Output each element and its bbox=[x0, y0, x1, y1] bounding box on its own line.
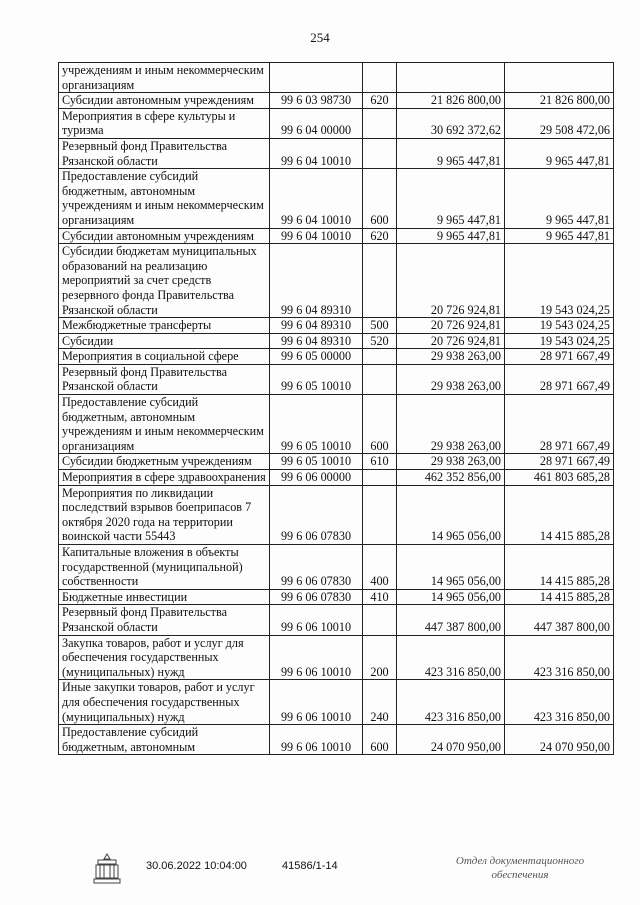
cell-name: Субсидии автономным учреждениям bbox=[59, 228, 270, 244]
cell-v1: 462 352 856,00 bbox=[397, 470, 505, 486]
cell-v1: 9 965 447,81 bbox=[397, 228, 505, 244]
cell-v1: 21 826 800,00 bbox=[397, 93, 505, 109]
cell-code: 99 6 04 10010 bbox=[270, 169, 363, 228]
cell-v1: 20 726 924,81 bbox=[397, 333, 505, 349]
cell-type: 400 bbox=[363, 545, 397, 590]
cell-type: 600 bbox=[363, 169, 397, 228]
cell-v1: 30 692 372,62 bbox=[397, 108, 505, 138]
table-row bbox=[59, 680, 614, 725]
budget-table bbox=[58, 62, 614, 755]
table-row bbox=[59, 485, 614, 544]
cell-v1: 447 387 800,00 bbox=[397, 605, 505, 635]
cell-name: Мероприятия в социальной сфере bbox=[59, 349, 270, 365]
cell-v1: 9 965 447,81 bbox=[397, 138, 505, 168]
table-row bbox=[59, 169, 614, 228]
cell-code: 99 6 06 10010 bbox=[270, 725, 363, 755]
cell-v1: 9 965 447,81 bbox=[397, 169, 505, 228]
cell-v2 bbox=[505, 63, 614, 93]
cell-type bbox=[363, 470, 397, 486]
cell-v2: 9 965 447,81 bbox=[505, 169, 614, 228]
cell-v2: 14 415 885,28 bbox=[505, 485, 614, 544]
cell-name: Резервный фонд Правительства Рязанской области bbox=[59, 605, 270, 635]
cell-v2: 447 387 800,00 bbox=[505, 605, 614, 635]
table-row bbox=[59, 318, 614, 334]
cell-code: 99 6 05 10010 bbox=[270, 395, 363, 454]
cell-code: 99 6 06 07830 bbox=[270, 545, 363, 590]
cell-type bbox=[363, 349, 397, 365]
cell-v2: 423 316 850,00 bbox=[505, 680, 614, 725]
cell-type: 410 bbox=[363, 589, 397, 605]
cell-v2: 28 971 667,49 bbox=[505, 364, 614, 394]
cell-code: 99 6 06 07830 bbox=[270, 485, 363, 544]
cell-code: 99 6 04 00000 bbox=[270, 108, 363, 138]
cell-name: Мероприятия по ликвидации последствий взрывов боеприпасов 7 октября 2020 года на территории воинской части 55443 bbox=[59, 485, 270, 544]
cell-v1: 29 938 263,00 bbox=[397, 349, 505, 365]
cell-name: Мероприятия в сфере здравоохранения bbox=[59, 470, 270, 486]
coat-of-arms-icon bbox=[90, 852, 124, 886]
table-row bbox=[59, 333, 614, 349]
cell-v2: 14 415 885,28 bbox=[505, 545, 614, 590]
cell-type: 610 bbox=[363, 454, 397, 470]
cell-type: 500 bbox=[363, 318, 397, 334]
cell-name: Бюджетные инвестиции bbox=[59, 589, 270, 605]
cell-v2: 9 965 447,81 bbox=[505, 138, 614, 168]
cell-code: 99 6 06 10010 bbox=[270, 635, 363, 680]
cell-v2: 29 508 472,06 bbox=[505, 108, 614, 138]
table-row bbox=[59, 138, 614, 168]
cell-v2: 21 826 800,00 bbox=[505, 93, 614, 109]
cell-code: 99 6 04 10010 bbox=[270, 228, 363, 244]
cell-name: учреждениям и иным некоммерческим организациям bbox=[59, 63, 270, 93]
cell-v1: 20 726 924,81 bbox=[397, 318, 505, 334]
cell-type: 620 bbox=[363, 93, 397, 109]
cell-code: 99 6 04 89310 bbox=[270, 244, 363, 318]
cell-code: 99 6 04 10010 bbox=[270, 138, 363, 168]
cell-name: Закупка товаров, работ и услуг для обеспечения государственных (муниципальных) нужд bbox=[59, 635, 270, 680]
cell-name: Капитальные вложения в объекты государственной (муниципальной) собственности bbox=[59, 545, 270, 590]
table-row bbox=[59, 589, 614, 605]
cell-v1: 423 316 850,00 bbox=[397, 680, 505, 725]
cell-code: 99 6 04 89310 bbox=[270, 318, 363, 334]
cell-type: 240 bbox=[363, 680, 397, 725]
table-row bbox=[59, 454, 614, 470]
footer-department: Отдел документационного обеспечения bbox=[455, 855, 585, 881]
cell-v1: 20 726 924,81 bbox=[397, 244, 505, 318]
cell-type: 200 bbox=[363, 635, 397, 680]
table-row bbox=[59, 545, 614, 590]
cell-name: Предоставление субсидий бюджетным, автономным учреждениям и иным некоммерческим организациям bbox=[59, 169, 270, 228]
cell-name: Предоставление субсидий бюджетным, автономным учреждениям и иным некоммерческим организациям bbox=[59, 395, 270, 454]
cell-code: 99 6 06 07830 bbox=[270, 589, 363, 605]
cell-type: 520 bbox=[363, 333, 397, 349]
cell-type bbox=[363, 63, 397, 93]
cell-v1: 29 938 263,00 bbox=[397, 364, 505, 394]
table-row bbox=[59, 108, 614, 138]
cell-name: Межбюджетные трансферты bbox=[59, 318, 270, 334]
cell-type: 620 bbox=[363, 228, 397, 244]
table-row bbox=[59, 395, 614, 454]
cell-code: 99 6 06 10010 bbox=[270, 680, 363, 725]
cell-type bbox=[363, 108, 397, 138]
cell-type: 600 bbox=[363, 395, 397, 454]
cell-name: Субсидии bbox=[59, 333, 270, 349]
cell-v2: 461 803 685,28 bbox=[505, 470, 614, 486]
cell-name: Субсидии автономным учреждениям bbox=[59, 93, 270, 109]
cell-v2: 19 543 024,25 bbox=[505, 333, 614, 349]
cell-v2: 28 971 667,49 bbox=[505, 349, 614, 365]
cell-v2: 19 543 024,25 bbox=[505, 244, 614, 318]
cell-code: 99 6 05 10010 bbox=[270, 364, 363, 394]
cell-type bbox=[363, 364, 397, 394]
cell-v2: 19 543 024,25 bbox=[505, 318, 614, 334]
cell-code: 99 6 06 00000 bbox=[270, 470, 363, 486]
cell-type bbox=[363, 138, 397, 168]
cell-code bbox=[270, 63, 363, 93]
table-row bbox=[59, 63, 614, 93]
cell-name: Субсидии бюджетным учреждениям bbox=[59, 454, 270, 470]
table-row bbox=[59, 349, 614, 365]
cell-name: Мероприятия в сфере культуры и туризма bbox=[59, 108, 270, 138]
table-row bbox=[59, 635, 614, 680]
cell-v2: 28 971 667,49 bbox=[505, 454, 614, 470]
table-row bbox=[59, 725, 614, 755]
cell-name: Резервный фонд Правительства Рязанской области bbox=[59, 364, 270, 394]
cell-v2: 423 316 850,00 bbox=[505, 635, 614, 680]
cell-code: 99 6 03 98730 bbox=[270, 93, 363, 109]
cell-v1 bbox=[397, 63, 505, 93]
cell-name: Иные закупки товаров, работ и услуг для обеспечения государственных (муниципальных) нужд bbox=[59, 680, 270, 725]
cell-v1: 14 965 056,00 bbox=[397, 545, 505, 590]
cell-type bbox=[363, 244, 397, 318]
cell-v2: 24 070 950,00 bbox=[505, 725, 614, 755]
cell-v1: 29 938 263,00 bbox=[397, 395, 505, 454]
table-row bbox=[59, 605, 614, 635]
cell-type bbox=[363, 485, 397, 544]
cell-code: 99 6 04 89310 bbox=[270, 333, 363, 349]
cell-name: Резервный фонд Правительства Рязанской области bbox=[59, 138, 270, 168]
table-row bbox=[59, 93, 614, 109]
cell-type: 600 bbox=[363, 725, 397, 755]
cell-v2: 14 415 885,28 bbox=[505, 589, 614, 605]
footer-datetime: 30.06.2022 10:04:00 bbox=[146, 860, 247, 872]
cell-v1: 423 316 850,00 bbox=[397, 635, 505, 680]
cell-code: 99 6 05 10010 bbox=[270, 454, 363, 470]
cell-v2: 28 971 667,49 bbox=[505, 395, 614, 454]
cell-code: 99 6 05 00000 bbox=[270, 349, 363, 365]
budget-table-body bbox=[59, 63, 614, 755]
cell-v1: 29 938 263,00 bbox=[397, 454, 505, 470]
cell-v1: 24 070 950,00 bbox=[397, 725, 505, 755]
cell-code: 99 6 06 10010 bbox=[270, 605, 363, 635]
cell-name: Субсидии бюджетам муниципальных образований на реализацию мероприятий за счет средств резервного фонда Правительства Рязанской области bbox=[59, 244, 270, 318]
cell-type bbox=[363, 605, 397, 635]
table-row bbox=[59, 228, 614, 244]
table-row bbox=[59, 364, 614, 394]
table-row bbox=[59, 244, 614, 318]
table-row bbox=[59, 470, 614, 486]
cell-v1: 14 965 056,00 bbox=[397, 485, 505, 544]
cell-name: Предоставление субсидий бюджетным, автономным bbox=[59, 725, 270, 755]
footer-doc-number: 41586/1-14 bbox=[282, 860, 338, 872]
page-number: 254 bbox=[310, 30, 330, 45]
cell-v2: 9 965 447,81 bbox=[505, 228, 614, 244]
cell-v1: 14 965 056,00 bbox=[397, 589, 505, 605]
